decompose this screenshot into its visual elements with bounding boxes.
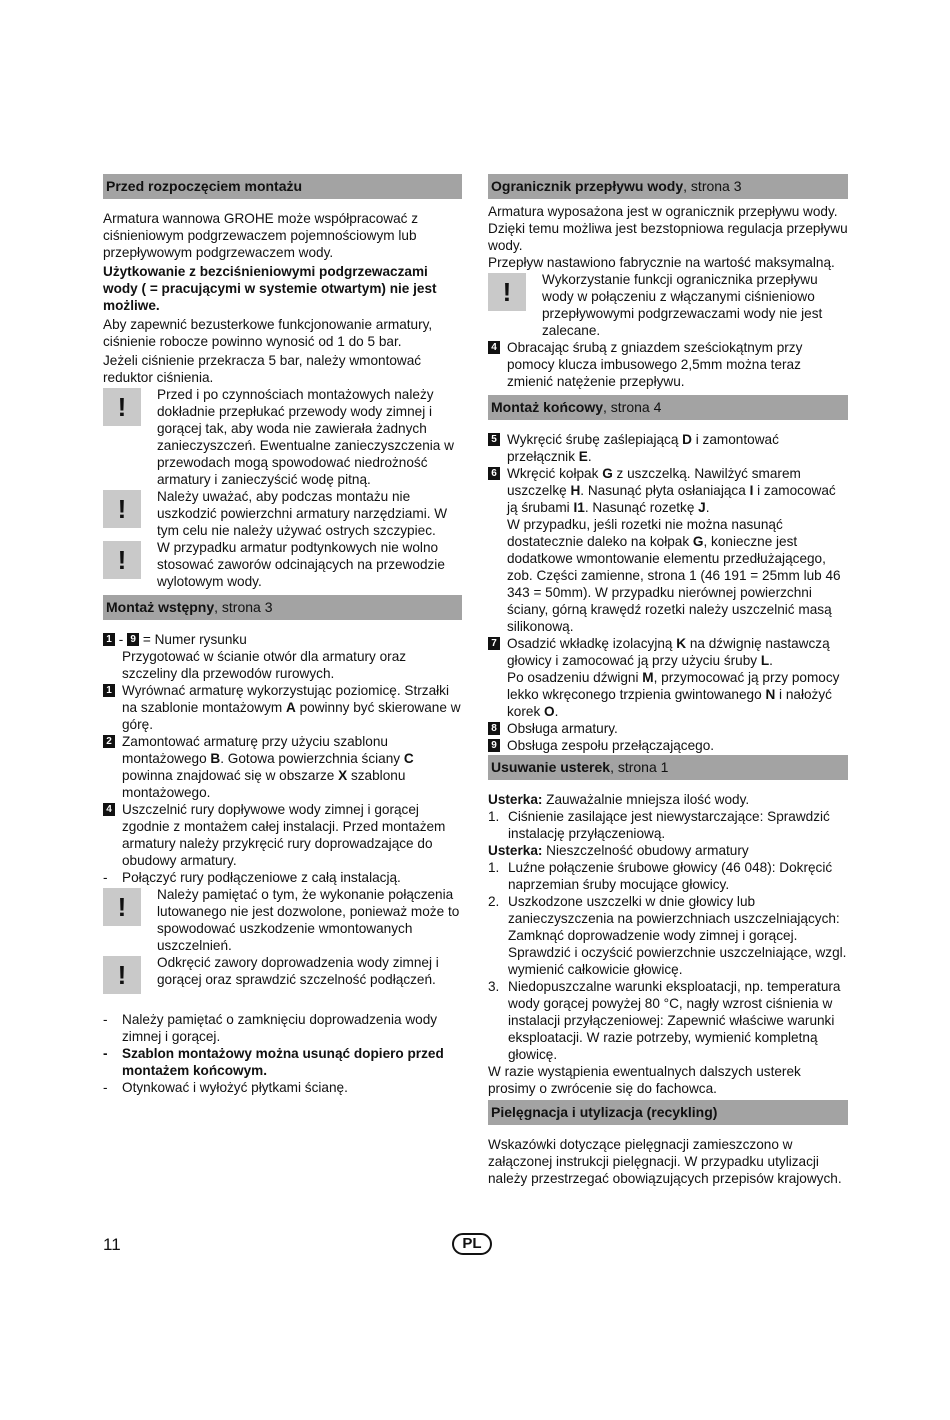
step-9 — [488, 737, 848, 754]
warning-block — [103, 386, 462, 488]
dash-item — [103, 1079, 462, 1096]
dash-text: Otynkować i wyłożyć płytkami ścianę. — [122, 1080, 348, 1095]
dash-text: Połączyć rury podłączeniowe z całą instalacją. — [122, 870, 401, 885]
section-header-flow-limiter — [488, 174, 848, 199]
warning-block — [103, 954, 462, 994]
header-bold: Ogranicznik przepływu wody — [491, 178, 684, 194]
step-2 — [103, 733, 462, 801]
step-6 — [488, 465, 848, 635]
step-number: 1 — [103, 633, 115, 646]
step-number: 8 — [488, 722, 500, 735]
right-column — [488, 174, 848, 1187]
warning-block — [488, 271, 848, 339]
warning-block — [103, 539, 462, 590]
section-header-care-recycling: Pielęgnacja i utylizacja (recykling) — [488, 1100, 848, 1125]
header-bold: Usuwanie usterek — [491, 759, 611, 775]
step-8 — [488, 720, 848, 737]
step-text: Obracając śrubą z gniazdem sześciokątnym przy pomocy klucza imbusowego 2,5mm można teraz zmienić natężenie przepływu. — [507, 340, 803, 389]
step-5 — [488, 431, 848, 465]
exclamation-icon: ! — [488, 273, 526, 311]
paragraph: W razie wystąpienia ewentualnych dalszych usterek prosimy o zwrócenie się do fachowca. — [488, 1064, 801, 1096]
dash-marker: - — [103, 1080, 108, 1095]
step-number: 6 — [488, 467, 500, 480]
step-number: 1 — [103, 684, 115, 697]
warning-block — [103, 488, 462, 539]
header-rest: , strona 4 — [603, 399, 662, 415]
paragraph: Przygotować w ścianie otwór dla armatury oraz szczeliny dla przewodów rurowych. — [122, 649, 407, 681]
item-text: Ciśnienie zasilające jest niewystarczające: Sprawdzić instalację przyłączeniową. — [508, 809, 830, 841]
dash-text: Należy pamiętać o zamknięciu doprowadzenia wody zimnej i gorącej. — [122, 1012, 438, 1044]
step-number: 7 — [488, 637, 500, 650]
warning-text: Wykorzystanie funkcji ogranicznika przepływu wody w połączeniu z włączanymi ciśnieniowo przepływowymi podgrzewaczami wody nie jest zalecane. — [542, 272, 823, 338]
dash-marker: - — [103, 870, 108, 885]
warning-text: Przed i po czynnościach montażowych należy dokładnie przepłukać przewody wody zimnej i gorącej tak, aby woda nie zawierała żadnych zanieczyszczeń. Ewentualne zanieczyszczenia w przewodach mogą spowodować niedrożność armatury i zanieczyścić wodę pitną. — [157, 387, 454, 487]
dash-item — [103, 869, 462, 886]
step-number: 5 — [488, 433, 500, 446]
page-number: 11 — [103, 1235, 121, 1254]
exclamation-icon: ! — [103, 490, 141, 528]
dash-item-bold — [103, 1045, 462, 1079]
step-number: 4 — [103, 803, 115, 816]
header-rest: , strona 1 — [610, 759, 669, 775]
range-text: = Numer rysunku — [139, 632, 247, 647]
step-number: 4 — [488, 341, 500, 354]
paragraph: Armatura wyposażona jest w ogranicznik przepływu wody. Dzięki temu możliwa jest bezstopniowa regulacja przepływu wody. — [488, 204, 848, 253]
item-text: Luźne połączenie śrubowe głowicy (46 048): Dokręcić naprzemian śruby mocujące głowicy. — [508, 860, 833, 892]
step-4 — [488, 339, 848, 390]
step-number: 9 — [488, 739, 500, 752]
section-header-troubleshooting — [488, 755, 848, 780]
warning-text: W przypadku armatur podtynkowych nie wolno stosować zaworów odcinających na przewodzie wylotowym wody. — [157, 540, 445, 589]
exclamation-icon: ! — [103, 388, 141, 426]
fault-line: Usterka: Nieszczelność obudowy armatury — [488, 843, 749, 858]
warning-text: Należy pamiętać o tym, że wykonanie połączenia lutowanego nie jest dozwolone, ponieważ może to spowodować uszkodzenie wmontowanych uszczelnień. — [157, 887, 460, 953]
step-text: Obsługa armatury. — [507, 721, 618, 736]
step-4 — [103, 801, 462, 869]
section-header-final-install — [488, 395, 848, 420]
item-text: Uszkodzone uszczelki w dnie głowicy lub zanieczyszczenia na powierzchniach uszczelniających: Zamknąć doprowadzenie wody zimnej i gorącej. Sprawdzić i oczyścić powierzchnie uszczelniające, wzgl. wymienić całkowicie głowicę. — [508, 894, 847, 977]
step-7 — [488, 635, 848, 720]
dash-item — [103, 1011, 462, 1045]
section-header-before-install: Przed rozpoczęciem montażu — [103, 174, 462, 199]
step-text: Wkręcić kołpak G z uszczelką. Nawilżyć smarem uszczelkę H. Nasunąć płyta osłaniająca I i zamocować ją śrubami I1. Nasunąć rozetkę J. W przypadku, jeśli rozetki nie można nasunąć dostatecznie daleko na kołpak G, konieczne jest dodatkowe wmontowanie elementu przedłużającego, zob. Części zamienne, strona 1 (46 191 = 25mm lub 46 343 = 50mm). W przypadku nierównej powierzchni ściany, górną krawędź rozetki należy uszczelnić masą silikonową. — [507, 466, 841, 634]
dash-marker: - — [103, 1046, 108, 1061]
warning-text: Należy uważać, aby podczas montażu nie uszkodzić powierzchni armatury narzędziami. W tym celu nie należy używać ostrych szczypiec. — [157, 489, 448, 538]
exclamation-icon: ! — [103, 541, 141, 579]
item-number: 1. — [488, 809, 500, 824]
paragraph: Wskazówki dotyczące pielęgnacji zamieszczono w załączonej instrukcji pielęgnacji. W przypadku utylizacji należy przestrzegać obowiązujących przepisów krajowych. — [488, 1137, 842, 1186]
paragraph: Aby zapewnić bezusterkowe funkcjonowanie armatury, ciśnienie robocze powinno wynosić od 1 do 5 bar. — [103, 317, 433, 349]
fault-item — [488, 808, 848, 842]
step-text: Osadzić wkładkę izolacyjną K na dźwignię nastawczą głowicy i zamocować ją przy użyciu śruby L. Po osadzeniu dźwigni M, przymocować ją przy pomocy lekko wkręconego trzpienia gwintowanego N i nałożyć korek O. — [507, 636, 840, 719]
step-1 — [103, 682, 462, 733]
exclamation-icon: ! — [103, 888, 141, 926]
paragraph: Armatura wannowa GROHE może współpracować z ciśnieniowym podgrzewaczem pojemnościowym lub przepływowym podgrzewaczem wody. — [103, 211, 419, 260]
warning-block — [103, 886, 462, 954]
header-rest: , strona 3 — [214, 599, 273, 615]
step-text: Obsługa zespołu przełączającego. — [507, 738, 715, 753]
dash-marker: - — [103, 1012, 108, 1027]
dash-text: Szablon montażowy można usunąć dopiero przed montażem końcowym. — [122, 1046, 444, 1078]
paragraph: Przepływ nastawiono fabrycznie na wartość maksymalną. — [488, 255, 835, 270]
left-column — [103, 174, 462, 1096]
step-text: Zamontować armaturę przy użyciu szablonu montażowego B. Gotowa powierzchnia ściany C powinna znajdować się w obszarze X szablonu montażowego. — [122, 734, 414, 800]
warning-text: Odkręcić zawory doprowadzenia wody zimnej i gorącej oraz sprawdzić szczelność podłączeń. — [157, 955, 439, 987]
language-badge: PL — [452, 1233, 492, 1255]
step-number: 9 — [127, 633, 139, 646]
item-number: 2. — [488, 894, 500, 909]
exclamation-icon: ! — [103, 956, 141, 994]
step-text: Uszczelnić rury dopływowe wody zimnej i gorącej zgodnie z montażem całej instalacji. Przed montażem armatury należy przykręcić rury doprowadzające do obudowy armatury. — [122, 802, 446, 868]
header-bold: Montaż wstępny — [106, 599, 215, 615]
figure-range — [103, 631, 462, 648]
item-number: 3. — [488, 979, 500, 994]
header-rest: , strona 3 — [683, 178, 742, 194]
fault-item — [488, 893, 848, 978]
header-bold: Montaż końcowy — [491, 399, 604, 415]
fault-item — [488, 859, 848, 893]
range-separator: - — [115, 632, 128, 647]
paragraph: Jeżeli ciśnienie przekracza 5 bar, należy wmontować reduktor ciśnienia. — [103, 353, 422, 385]
step-text: Wykręcić śrubę zaślepiającą D i zamontować przełącznik E. — [507, 432, 779, 464]
fault-line: Usterka: Zauważalnie mniejsza ilość wody. — [488, 792, 750, 807]
item-text: Niedopuszczalne warunki eksploatacji, np. temperatura wody gorącej powyżej 80 °C, nagły wzrost ciśnienia w instalacji przyłączeniowej: Zapewnić właściwe warunki eksploatacji. W razie potrzeby, wymienić kompletną głowicę. — [508, 979, 841, 1062]
paragraph-bold: Użytkowanie z bezciśnieniowymi podgrzewaczami wody ( = pracującymi w systemie otwartym) nie jest możliwe. — [103, 264, 437, 313]
step-number: 2 — [103, 735, 115, 748]
section-header-pre-install — [103, 595, 462, 620]
fault-item — [488, 978, 848, 1063]
step-text: Wyrównać armaturę wykorzystując poziomicę. Strzałki na szablonie montażowym A powinny być skierowane w górę. — [122, 683, 461, 732]
item-number: 1. — [488, 860, 500, 875]
